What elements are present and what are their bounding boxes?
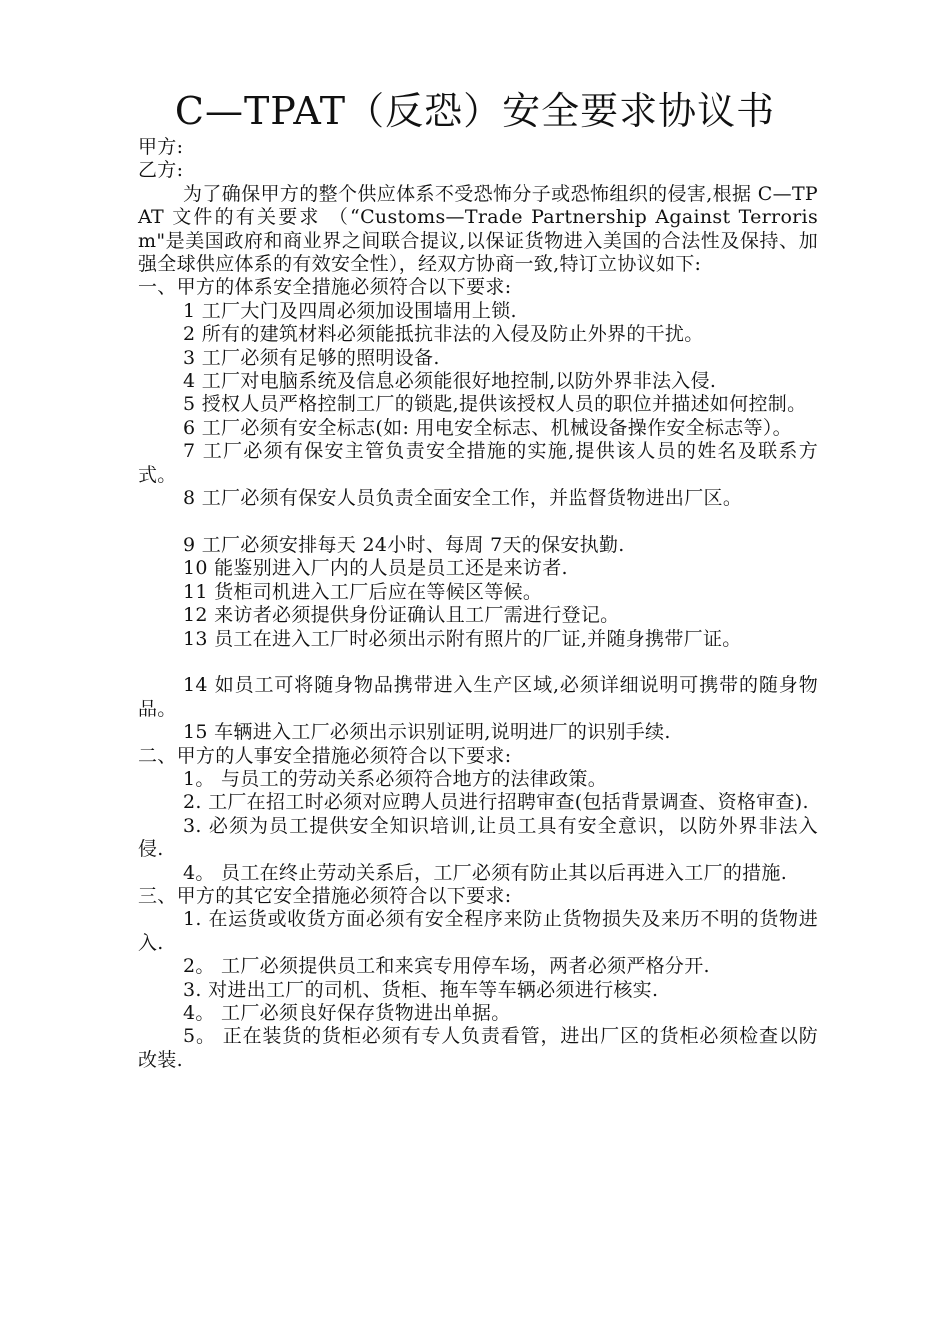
section-2-heading: 二、甲方的人事安全措施必须符合以下要求: — [138, 744, 512, 767]
document-body — [138, 136, 818, 1072]
section-3-item: 1. 在运货或收货方面必须有安全程序来防止货物损失及来历不明的货物进入. — [138, 908, 818, 954]
section-1-item: 12 来访者必须提供身份证确认且工厂需进行登记。 — [183, 604, 620, 627]
section-2-item: 4。 员工在终止劳动关系后，工厂必须有防止其以后再进入工厂的措施. — [183, 861, 788, 884]
section-1-item: 14 如员工可将随身物品携带进入生产区域,必须详细说明可携带的随身物品。 — [138, 674, 818, 720]
section-1-item: 5 授权人员严格控制工厂的锁匙,提供该授权人员的职位并描述如何控制。 — [183, 393, 807, 416]
section-1-item: 11 货柜司机进入工厂后应在等候区等候。 — [183, 580, 543, 603]
section-1-item: 13 员工在进入工厂时必须出示附有照片的厂证,并随身携带厂证。 — [183, 627, 742, 650]
section-1-item: 8 工厂必须有保安人员负责全面安全工作，并监督货物进出厂区。 — [183, 487, 743, 510]
section-1-item: 7 工厂必须有保安主管负责安全措施的实施,提供该人员的姓名及联系方式。 — [138, 440, 818, 486]
section-1-item: 6 工厂必须有安全标志(如: 用电安全标志、机械设备操作安全标志等）。 — [183, 416, 792, 439]
section-2-item: 3. 必须为员工提供安全知识培训,让员工具有安全意识，以防外界非法入侵. — [138, 814, 818, 861]
section-1-item: 1 工厂大门及四周必须加设围墙用上锁. — [183, 299, 517, 322]
party-b-label: 乙方: — [138, 159, 184, 182]
intro-paragraph: 为了确保甲方的整个供应体系不受恐怖分子或恐怖组织的侵害,根据 C—TPAT 文件的有关要求 （“Customs—Trade Partnership Against Terrorism"是美国政府和商业界之间联合提议,以保证货物进入美国的合法性及保持、加强全球供应体系的有效安全性），经双方协商一致,特订立协议如下: — [138, 182, 818, 276]
section-1-item: 4 工厂对电脑系统及信息必须能很好地控制,以防外界非法入侵. — [183, 370, 717, 393]
section-2-item: 1。 与员工的劳动关系必须符合地方的法律政策。 — [183, 767, 608, 790]
section-3-heading: 三、甲方的其它安全措施必须符合以下要求: — [138, 884, 512, 907]
party-a-label: 甲方: — [138, 136, 184, 158]
section-3-item: 5。 正在装货的货柜必须有专人负责看管，进出厂区的货柜必须检查以防改装. — [138, 1025, 818, 1071]
section-1-item: 15 车辆进入工厂必须出示识别证明,说明进厂的识别手续. — [183, 721, 671, 744]
section-1-item: 10 能鉴别进入厂内的人员是员工还是来访者. — [183, 557, 568, 580]
section-1-item: 9 工厂必须安排每天 24小时、每周 7天的保安执勤. — [183, 533, 625, 556]
section-1-item: 2 所有的建筑材料必须能抵抗非法的入侵及防止外界的干扰。 — [183, 323, 704, 346]
section-3-item: 4。 工厂必须良好保存货物进出单据。 — [183, 1002, 511, 1024]
section-3-item: 3. 对进出工厂的司机、货柜、拖车等车辆必须进行核实. — [183, 978, 659, 1001]
section-2-item: 2. 工厂在招工时必须对应聘人员进行招聘审查(包括背景调查、资格审查). — [183, 791, 809, 814]
section-1-item: 3 工厂必须有足够的照明设备. — [183, 346, 440, 369]
section-3-item: 2。 工厂必须提供员工和来宾专用停车场，两者必须严格分开. — [183, 955, 710, 978]
section-1-heading: 一、甲方的体系安全措施必须符合以下要求: — [138, 276, 512, 299]
document-title: C—TPAT（反恐）安全要求协议书 — [174, 89, 776, 133]
